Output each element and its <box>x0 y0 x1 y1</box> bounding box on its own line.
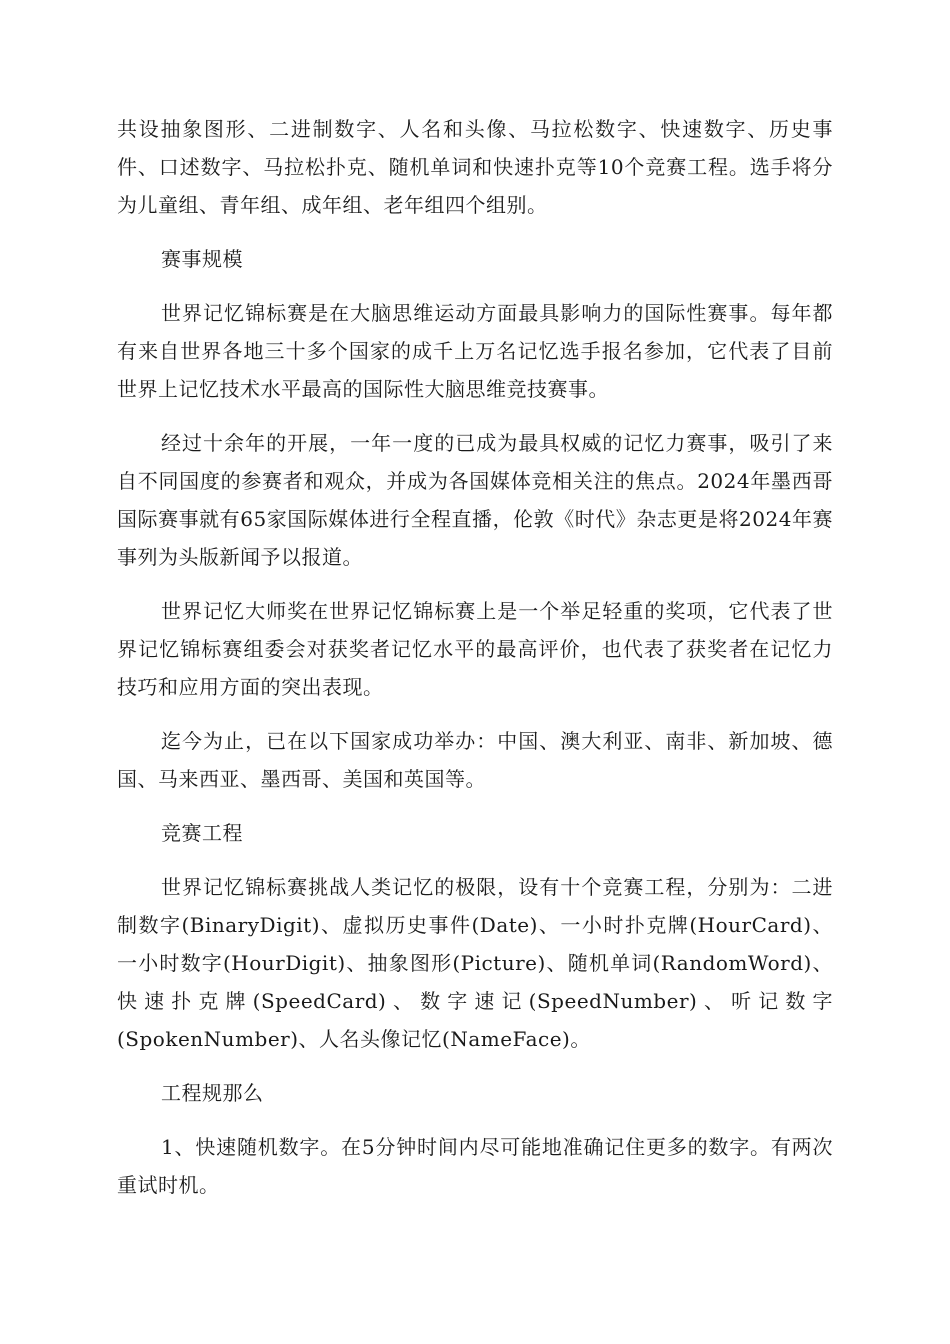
paragraph-master-award: 世界记忆大师奖在世界记忆锦标赛上是一个举足轻重的奖项，它代表了世界记忆锦标赛组委会对获奖者记忆水平的最高评价，也代表了获奖者在记忆力技巧和应用方面的突出表现。 <box>117 599 833 699</box>
paragraph-influence: 世界记忆锦标赛是在大脑思维运动方面最具影响力的国际性赛事。每年都有来自世界各地三十多个国家的成千上万名记忆选手报名参加，它代表了目前世界上记忆技术水平最高的国际性大脑思维竞技赛事。 <box>117 301 833 401</box>
paragraph-rule-1: 1、快速随机数字。在5分钟时间内尽可能地准确记住更多的数字。有两次重试时机。 <box>117 1135 833 1197</box>
paragraph-events-list: 共设抽象图形、二进制数字、人名和头像、马拉松数字、快速数字、历史事件、口述数字、马拉松扑克、随机单词和快速扑克等10个竞赛工程。选手将分为儿童组、青年组、成年组、老年组四个组别。 <box>117 117 833 217</box>
section-heading-events: 竞赛工程 <box>161 821 243 845</box>
document-page <box>117 110 833 1220</box>
section-heading-scale: 赛事规模 <box>161 247 243 271</box>
paragraph-host-countries: 迄今为止，已在以下国家成功举办：中国、澳大利亚、南非、新加坡、德国、马来西亚、墨西哥、美国和英国等。 <box>117 729 833 791</box>
section-heading-rules: 工程规那么 <box>161 1081 264 1105</box>
paragraph-ten-events: 世界记忆锦标赛挑战人类记忆的极限，设有十个竞赛工程，分别为：二进制数字(BinaryDigit)、虚拟历史事件(Date)、一小时扑克牌(HourCard)、一小时数字(HourDigit)、抽象图形(Picture)、随机单词(RandomWord)、快速扑克牌(SpeedCard)、数字速记(SpeedNumber)、听记数字(SpokenNumber)、人名头像记忆(NameFace)。 <box>117 875 833 1051</box>
paragraph-history: 经过十余年的开展，一年一度的已成为最具权威的记忆力赛事，吸引了来自不同国度的参赛者和观众，并成为各国媒体竞相关注的焦点。2024年墨西哥国际赛事就有65家国际媒体进行全程直播，伦敦《时代》杂志更是将2024年赛事列为头版新闻予以报道。 <box>117 431 833 569</box>
